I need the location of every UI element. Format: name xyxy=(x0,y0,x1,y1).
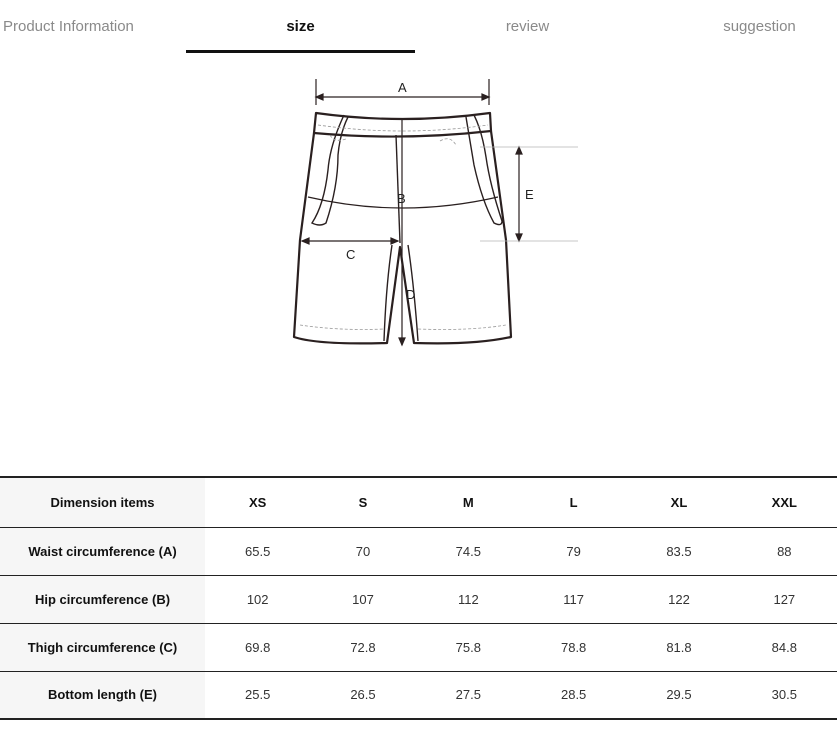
shorts-size-diagram xyxy=(290,75,590,355)
table-cell: 83.5 xyxy=(626,527,731,575)
table-cell: 107 xyxy=(310,575,415,623)
header-size: XXL xyxy=(732,477,837,527)
table-cell: 75.8 xyxy=(416,623,521,671)
active-tab-indicator xyxy=(186,50,415,53)
label-a: A xyxy=(398,80,407,95)
label-c: C xyxy=(346,247,356,262)
table-cell: 78.8 xyxy=(521,623,626,671)
table-cell: 127 xyxy=(732,575,837,623)
table-row xyxy=(0,671,837,719)
table-cell: 102 xyxy=(205,575,310,623)
header-size: XL xyxy=(626,477,731,527)
tab-review[interactable]: review xyxy=(505,17,550,35)
table-row xyxy=(0,623,837,671)
label-b: B xyxy=(397,191,406,206)
table-cell: 74.5 xyxy=(416,527,521,575)
table-cell: 79 xyxy=(521,527,626,575)
row-label: Waist circumference (A) xyxy=(0,527,205,575)
table-cell: 72.8 xyxy=(310,623,415,671)
size-table xyxy=(0,476,837,720)
label-e: E xyxy=(525,187,534,202)
table-cell: 112 xyxy=(416,575,521,623)
table-cell: 81.8 xyxy=(626,623,731,671)
row-label: Thigh circumference (C) xyxy=(0,623,205,671)
left-pocket xyxy=(312,115,348,225)
table-cell: 25.5 xyxy=(205,671,310,719)
tab-size[interactable]: size xyxy=(286,17,315,35)
table-cell: 117 xyxy=(521,575,626,623)
table-cell: 84.8 xyxy=(732,623,837,671)
table-cell: 30.5 xyxy=(732,671,837,719)
table-header-row xyxy=(0,477,837,527)
table-cell: 29.5 xyxy=(626,671,731,719)
label-d: D xyxy=(406,287,416,302)
table-cell: 65.5 xyxy=(205,527,310,575)
table-cell: 122 xyxy=(626,575,731,623)
table-cell: 27.5 xyxy=(416,671,521,719)
table-cell: 70 xyxy=(310,527,415,575)
header-size: XS xyxy=(205,477,310,527)
row-label: Hip circumference (B) xyxy=(0,575,205,623)
table-cell: 28.5 xyxy=(521,671,626,719)
row-label: Bottom length (E) xyxy=(0,671,205,719)
tab-product-information[interactable]: Product Information xyxy=(3,17,134,35)
header-dimension-items: Dimension items xyxy=(0,477,205,527)
table-cell: 88 xyxy=(732,527,837,575)
table-cell: 69.8 xyxy=(205,623,310,671)
table-row xyxy=(0,527,837,575)
tab-bar xyxy=(0,0,837,54)
table-cell: 26.5 xyxy=(310,671,415,719)
table-row xyxy=(0,575,837,623)
header-size: M xyxy=(416,477,521,527)
header-size: L xyxy=(521,477,626,527)
tab-suggestion[interactable]: suggestion xyxy=(723,17,796,35)
header-size: S xyxy=(310,477,415,527)
